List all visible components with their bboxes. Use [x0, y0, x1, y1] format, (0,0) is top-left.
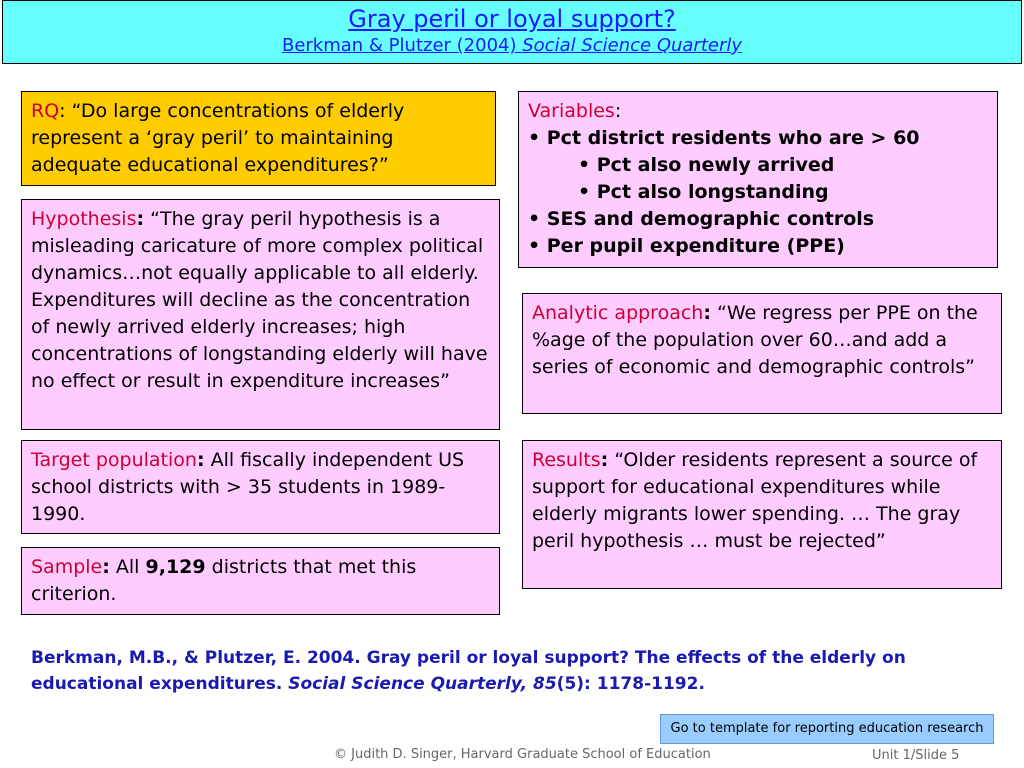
target-label: Target population	[31, 449, 197, 471]
template-link-button[interactable]: Go to template for reporting education research	[660, 714, 994, 744]
analytic-sep: :	[703, 302, 711, 324]
variable-item: • Pct also longstanding	[578, 181, 829, 203]
analytic-label: Analytic approach	[532, 302, 704, 324]
variable-item: • SES and demographic controls	[528, 208, 875, 230]
slide-subtitle-link[interactable]	[3, 35, 1021, 56]
hypothesis-text: “The gray peril hypothesis is a misleading caricature of more complex political dynamics…not equally applicable to all elderly. Expenditures will decline as the concentration of newly arrived elderly increases; high concentrations of longstanding elderly will have no effect or result in expenditure increases”	[31, 208, 488, 392]
variable-item: • Pct district residents who are > 60	[528, 127, 920, 149]
variable-item: • Per pupil expenditure (PPE)	[528, 235, 845, 257]
variable-item: • Pct also newly arrived	[578, 154, 835, 176]
sample-label: Sample	[31, 556, 103, 578]
sample-sep: :	[102, 556, 110, 578]
variables-sep: :	[614, 100, 622, 122]
footer-copyright: © Judith D. Singer, Harvard Graduate School of Education	[334, 747, 711, 762]
sample-pre: All	[109, 556, 146, 578]
subtitle-authors: Berkman & Plutzer (2004)	[281, 35, 523, 56]
variables-box	[518, 91, 998, 268]
target-population-box	[21, 440, 500, 534]
target-sep: :	[196, 449, 205, 471]
rq-text: “Do large concentrations of elderly represent a ‘gray peril’ to maintaining adequate educational expenditures?”	[31, 100, 405, 176]
citation-main: Berkman, M.B., & Plutzer, E. 2004. Gray peril or loyal support? The effects of the elderly on educational expenditures.	[31, 648, 906, 694]
sample-box	[21, 547, 500, 615]
results-label: Results	[532, 449, 601, 471]
subtitle-journal: Social Science Quarterly	[522, 35, 743, 56]
citation-journal: Social Science Quarterly, 85	[288, 674, 557, 694]
slide-number: Unit 1/Slide 5	[872, 748, 960, 763]
slide-header	[2, 0, 1022, 64]
variables-heading	[528, 98, 988, 125]
hypothesis-sep: :	[136, 208, 145, 230]
hypothesis-box	[21, 199, 500, 430]
citation-pages: (5): 1178-1192.	[556, 674, 705, 694]
results-sep: :	[600, 449, 609, 471]
research-question-box	[21, 91, 496, 186]
sample-post: districts that met this criterion.	[31, 556, 417, 605]
analytic-text: “We regress per PPE on the %age of the population over 60…and add a series of economic and demographic controls”	[532, 302, 978, 378]
results-box	[522, 440, 1002, 589]
rq-label: RQ	[31, 100, 60, 122]
hypothesis-label: Hypothesis	[31, 208, 137, 230]
rq-sep: :	[59, 100, 72, 122]
target-text: All fiscally independent US school districts with > 35 students in 1989-1990.	[31, 449, 465, 525]
citation	[31, 645, 971, 697]
variables-label: Variables	[528, 100, 615, 122]
analytic-approach-box	[522, 293, 1002, 414]
results-text: “Older residents represent a source of support for educational expenditures while elderly migrants lower spending. … The gray peril hypothesis … must be rejected”	[532, 449, 978, 552]
slide-title-link[interactable]: Gray peril or loyal support?	[348, 5, 676, 33]
sample-count: 9,129	[145, 556, 206, 578]
